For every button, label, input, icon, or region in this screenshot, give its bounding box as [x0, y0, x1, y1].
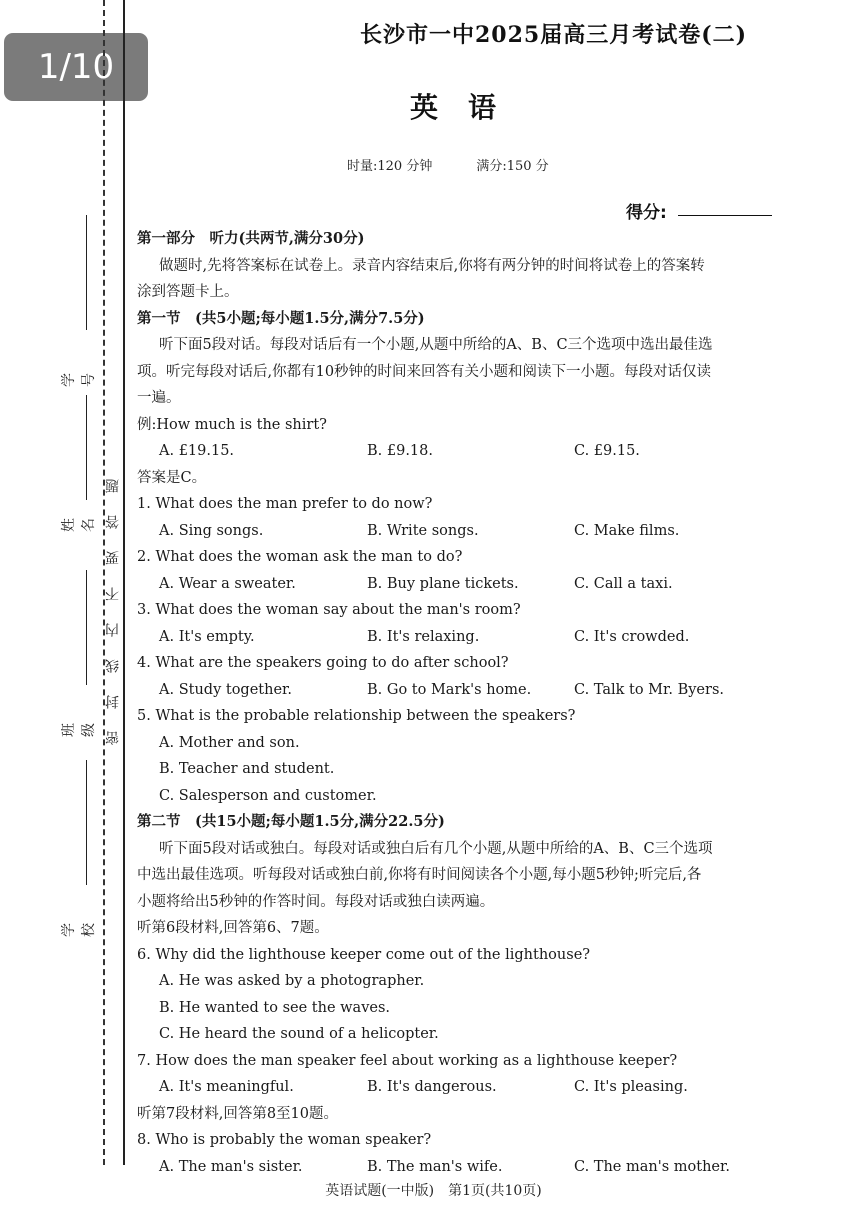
subject-title: 英语 — [410, 91, 527, 124]
option-a[interactable]: A. He was asked by a photographer. — [159, 973, 425, 989]
option-a[interactable]: A. Mother and son. — [159, 734, 300, 751]
option-b[interactable]: B. Write songs. — [367, 522, 479, 539]
option-b[interactable]: B. It's dangerous. — [367, 1079, 497, 1095]
question-4-options — [137, 677, 787, 704]
exam-time: 时量:120 分钟 — [347, 159, 433, 174]
student-id-underline[interactable] — [86, 215, 87, 330]
section2-intro-line: 小题将给出5秒钟的作答时间。每段对话或独白读两遍。 — [137, 893, 495, 910]
question-8: 8. Who is probably the woman speaker? — [137, 1132, 432, 1148]
option-a[interactable]: A. £19.15. — [159, 443, 235, 459]
exam-full-score: 满分:150 分 — [476, 159, 549, 174]
name-underline[interactable] — [86, 395, 87, 500]
part1-intro-line: 做题时,先将答案标在试卷上。录音内容结束后,你将有两分钟的时间将试卷上的答案转 — [159, 257, 705, 274]
section1-intro-line: 听下面5段对话。每段对话后有一个小题,从题中所给的A、B、C三个选项中选出最佳选 — [159, 337, 713, 353]
option-a[interactable]: A. It's meaningful. — [159, 1079, 294, 1095]
seal-notice: 密封线内不要答题 — [105, 457, 121, 745]
side-label-student-id: 学号 — [61, 363, 97, 387]
page-indicator-badge: 1/10 — [4, 33, 148, 101]
exam-content — [137, 226, 787, 1180]
section1-intro-line: 一遍。 — [137, 390, 181, 406]
option-a[interactable]: A. Wear a sweater. — [159, 575, 296, 592]
question-7: 7. How does the man speaker feel about working as a lighthouse keeper? — [137, 1052, 678, 1069]
option-c[interactable]: C. It's crowded. — [574, 628, 690, 645]
option-b[interactable]: B. He wanted to see the waves. — [159, 999, 391, 1016]
question-2-options — [137, 571, 787, 598]
score-input-line[interactable] — [678, 215, 772, 216]
question-4: 4. What are the speakers going to do after school? — [137, 655, 509, 671]
option-a[interactable]: A. The man's sister. — [159, 1158, 303, 1175]
exam-meta — [347, 155, 549, 174]
example-question: 例:How much is the shirt? — [137, 416, 327, 433]
example-options — [137, 438, 787, 465]
exam-header-title: 长沙市一中2025届高三月考试卷(二) — [360, 22, 748, 48]
school-underline[interactable] — [86, 760, 87, 885]
part1-intro-line: 涂到答题卡上。 — [137, 284, 239, 300]
question-2: 2. What does the woman ask the man to do? — [137, 549, 463, 565]
question-3-options — [137, 624, 787, 651]
option-b[interactable]: B. The man's wife. — [367, 1158, 503, 1175]
section2-intro-line: 中选出最佳选项。听每段对话或独白前,你将有时间阅读各个小题,每小题5秒钟;听完后,各 — [137, 867, 702, 883]
question-7-options — [137, 1074, 787, 1101]
score-label: 得分: — [626, 203, 667, 223]
section1-title: 第一节 (共5小题;每小题1.5分,满分7.5分) — [137, 309, 425, 327]
option-c[interactable]: C. The man's mother. — [574, 1158, 730, 1175]
option-c[interactable]: C. Talk to Mr. Byers. — [574, 681, 724, 698]
option-c[interactable]: C. It's pleasing. — [574, 1079, 688, 1095]
example-answer: 答案是C。 — [137, 469, 207, 486]
side-label-class: 班级 — [61, 713, 97, 737]
option-c[interactable]: C. He heard the sound of a helicopter. — [159, 1026, 439, 1042]
material-6-heading: 听第6段材料,回答第6、7题。 — [137, 920, 329, 936]
question-1: 1. What does the man prefer to do now? — [137, 496, 433, 512]
option-c[interactable]: C. £9.15. — [574, 443, 640, 459]
question-5: 5. What is the probable relationship between the speakers? — [137, 708, 576, 724]
option-b[interactable]: B. It's relaxing. — [367, 628, 480, 645]
question-6: 6. Why did the lighthouse keeper come out of the lighthouse? — [137, 946, 591, 963]
option-b[interactable]: B. Teacher and student. — [159, 761, 335, 777]
option-c[interactable]: C. Salesperson and customer. — [159, 787, 377, 804]
option-c[interactable]: C. Make films. — [574, 522, 680, 539]
option-b[interactable]: B. £9.18. — [367, 443, 433, 459]
question-8-options — [137, 1154, 787, 1181]
question-3: 3. What does the woman say about the man's room? — [137, 602, 521, 618]
side-label-name: 姓名 — [61, 508, 97, 532]
option-a[interactable]: A. It's empty. — [159, 628, 255, 645]
section2-title: 第二节 (共15小题;每小题1.5分,满分22.5分) — [137, 813, 445, 830]
option-a[interactable]: A. Sing songs. — [159, 522, 264, 539]
section2-intro-line: 听下面5段对话或独白。每段对话或独白后有几个小题,从题中所给的A、B、C三个选项 — [159, 840, 713, 857]
option-a[interactable]: A. Study together. — [159, 681, 292, 698]
section1-intro-line: 项。听完每段对话后,你都有10秒钟的时间来回答有关小题和阅读下一小题。每段对话仅读 — [137, 363, 712, 380]
side-label-school: 学校 — [61, 913, 97, 937]
option-b[interactable]: B. Go to Mark's home. — [367, 681, 532, 698]
question-1-options — [137, 518, 787, 545]
page-footer: 英语试题(一中版) 第1页(共10页) — [325, 1183, 542, 1199]
part1-title: 第一部分 听力(共两节,满分30分) — [137, 230, 365, 247]
class-underline[interactable] — [86, 570, 87, 685]
option-c[interactable]: C. Call a taxi. — [574, 575, 673, 592]
material-7-heading: 听第7段材料,回答第8至10题。 — [137, 1105, 339, 1122]
option-b[interactable]: B. Buy plane tickets. — [367, 575, 519, 592]
